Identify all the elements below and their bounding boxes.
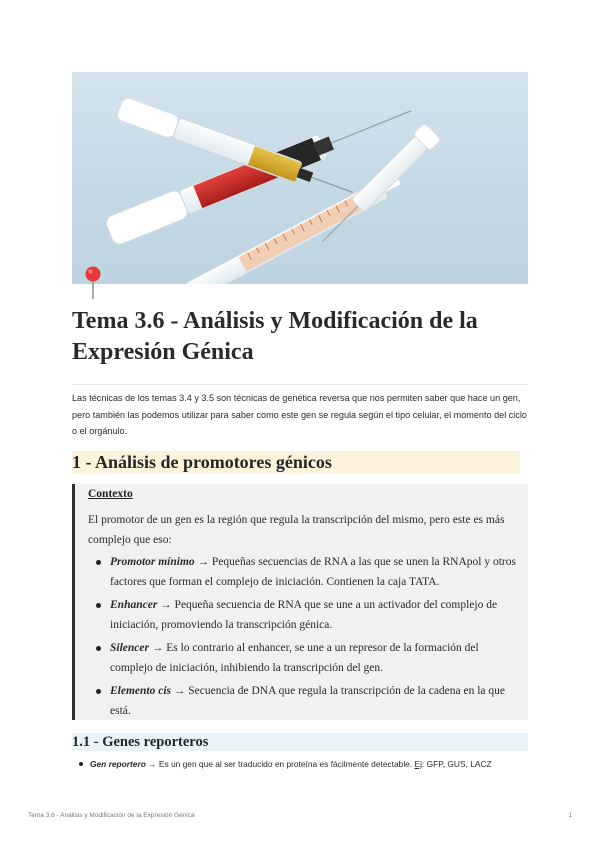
list-item (88, 638, 524, 678)
page-title: Tema 3.6 - Análisis y Modificación de la Expresión Génica (72, 308, 478, 365)
item-text: → Es lo contrario al enhancer, se une a un represor de la formación del complejo de iniciación, inhibiendo la transcripción del gen. (110, 642, 479, 674)
item-text: → Pequeñas secuencias de RNA a las que se unen la RNApol y otros factores que forman el complejo de iniciación. Contienen la caja TATA. (110, 556, 516, 588)
list-item (88, 595, 524, 635)
example-label: Ej (414, 759, 422, 769)
intro-paragraph: Las técnicas de los temas 3.4 y 3.5 son técnicas de genética reversa que nos permiten saber que hace un gen, pero también las podemos utilizar para saber como este gen se regula según el tipo celular, el momento del ciclo o el orgánulo. (72, 393, 527, 436)
item-term: Silencer (110, 642, 149, 654)
item-term: Elemento cis (110, 685, 172, 697)
page-number: 1 (568, 812, 572, 819)
bullet-icon (96, 646, 101, 651)
list-item (88, 681, 524, 721)
bullet-icon (96, 689, 101, 694)
item-term: Gen reportero (90, 759, 146, 769)
context-callout (72, 484, 528, 720)
callout-paragraph: El promotor de un gen es la región que regula la transcripción del mismo, pero este es más complejo que eso: (88, 514, 505, 546)
syringes-illustration (72, 72, 528, 284)
bullet-icon (96, 603, 101, 608)
bullet-icon (79, 762, 83, 766)
reporter-genes-list (72, 757, 528, 771)
subsection-heading-genes-reporteros: 1.1 - Genes reporteros (72, 733, 528, 751)
item-term: Promotor mínimo (110, 556, 195, 568)
section-heading-promotores: 1 - Análisis de promotores génicos (72, 451, 520, 474)
cover-image (72, 72, 528, 284)
item-text: → Es un gen que al ser traducido en proteína es fácilmente detectable. (145, 759, 415, 769)
promoter-elements-list (88, 552, 524, 724)
example-text: : GFP, GUS, LACZ (421, 759, 492, 769)
item-text: → Pequeña secuencia de RNA que se une a un activador del complejo de iniciación, promoviendo la transcripción génica. (110, 599, 498, 631)
item-term: Enhancer (110, 599, 158, 611)
bullet-icon (96, 560, 101, 565)
footer-title: Tema 3.6 - Análisis y Modificación de la Expresión Génica (28, 812, 195, 819)
page-footer (28, 812, 572, 824)
list-item (72, 757, 528, 771)
title-divider (72, 384, 528, 385)
item-text: → Secuencia de DNA que regula la transcripción de la cadena en la que está. (110, 685, 506, 717)
callout-title: Contexto (88, 488, 133, 500)
list-item (88, 552, 524, 592)
pushpin-icon (84, 266, 102, 300)
